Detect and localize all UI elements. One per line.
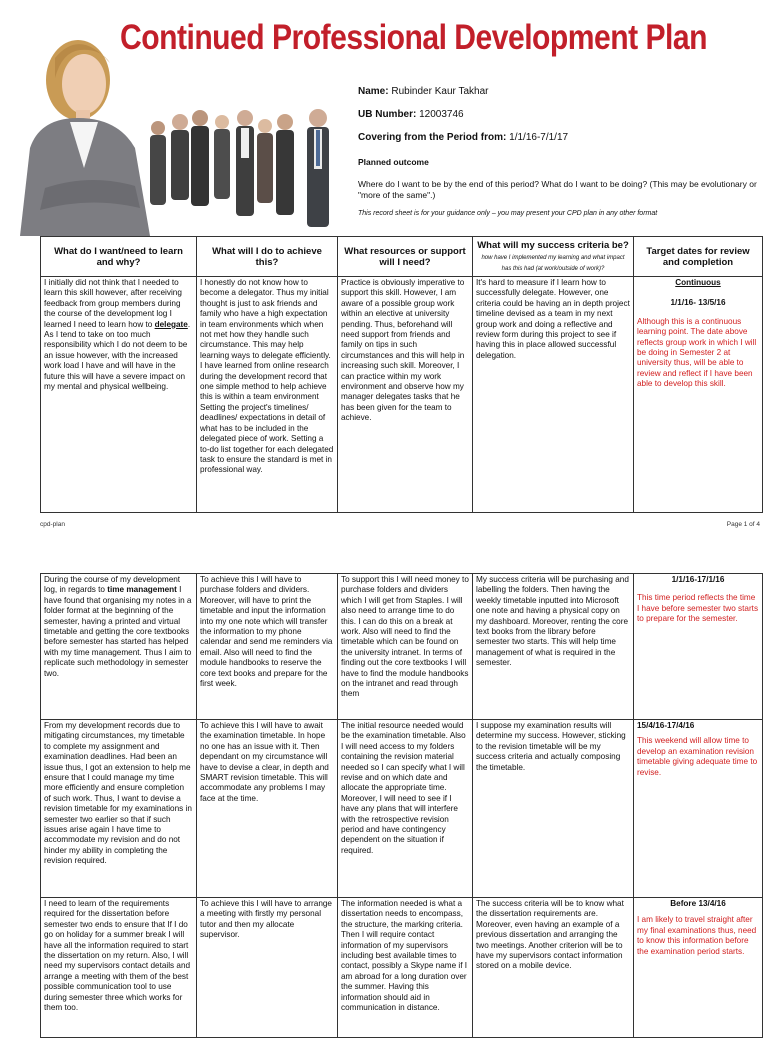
table-row (41, 574, 763, 720)
row2-success: My success criteria will be purchasing and labelling the folders. Then having the weekly timetable inputted into Microsoft one note and having a physical copy on my dashboard. Moreover, renting the core text books from the library before semester two starts. This will help time management of what is required in the semester. (473, 574, 634, 720)
row2-learn: During the course of my development log, in regards to time management I have found that organising my notes in a folder format at the beginning of the semester, having a printed and virtual timetable and getting the core textbooks before semester has started has helped with my time management. Thus I aim to replicate such methodology in semester two. (41, 574, 197, 720)
row3-target (634, 720, 763, 898)
period-value: 1/1/16-7/1/17 (509, 132, 569, 143)
row2-date: 1/1/16-17/1/16 (671, 575, 725, 584)
cpd-table-page-2 (40, 573, 763, 1038)
cpd-table-page-1 (40, 236, 763, 513)
header-target-dates: Target dates for review and completion (634, 237, 763, 277)
planned-outcome-description: Where do I want to be by the end of this period? What do I want to be doing? (This may be evolutionary or "more of the same".) (358, 179, 757, 200)
table-row (41, 898, 763, 1038)
row1-continuous: Continuous (675, 278, 721, 287)
header-success (473, 237, 634, 277)
name-line (358, 86, 488, 97)
table-row (41, 720, 763, 898)
period-line (358, 132, 568, 143)
period-label: Covering from the Period from: (358, 132, 507, 143)
row2-target-note: This time period reflects the time I have before semester two starts to prepare for the semester. (637, 593, 759, 624)
row3-achieve: To achieve this I will have to await the examination timetable. In hope no one has an issue with it. Then dependant on my circumstance will have to devise a clear, in depth and SMART revision timetable. This will accommodate any problems I may face at the time. (197, 720, 338, 898)
row4-resources: The information needed is what a dissertation needs to encompass, the structure, the marking criteria. Then I will require contact information of my supervisors including best available times to contact, possibly a Skype name if I am abroad for a long duration over the summer. Having this information should aid in communication in distance. (338, 898, 473, 1038)
footer-left: cpd-plan (40, 521, 65, 528)
row4-success: The success criteria will be to know what the dissertation requirements are. Moreover, even having an example of a previous dissertation and arranging the two meetings. Another criterion will be to have my supervisors contact information stored on a mobile device. (473, 898, 634, 1038)
table-header-row (41, 237, 763, 277)
planned-outcome-heading: Planned outcome (358, 157, 429, 167)
table-row (41, 277, 763, 513)
row1-achieve: I honestly do not know how to become a delegator. Thus my initial thought is just to ask friends and family who have a high expectation in team environments which when not met how they handle such circumstance. This may help learning ways to delegate efficiently. I have learned from online research during the development record that one simple method to help achieve this is within a team environment Setting the project's timelines/ deadlines/ expectations in detail of what has to be included in the delegated piece of work. Setting a to-do list together for each delegated task to ensure the standard is met in professional way. (197, 277, 338, 513)
ub-number-line (358, 109, 464, 120)
ub-number-label: UB Number: (358, 109, 417, 120)
header-success-sub: how have I implemented my learning and what impact has this had (at work/outside of work)? (481, 255, 625, 272)
delegate-keyword: delegate (154, 319, 188, 329)
row2-achieve: To achieve this I will have to purchase folders and dividers. Moreover, will have to print the timetable and input the information into my one note which will transfer the information to my phone calendar and send me reminders via email. Also will need to find the module handbooks to reserve the core text books and prepare for the first week. (197, 574, 338, 720)
ub-number-value: 12003746 (419, 109, 464, 120)
row1-success: It's hard to measure if I learn how to successfully delegate. However, one criteria could be having an in depth project timeline devised as a team in my next group work and doing a reflective and review form during this project to see if having this in place allowed successful delegation. (473, 277, 634, 513)
name-value: Rubinder Kaur Takhar (391, 86, 489, 97)
row2-resources: To support this I will need money to purchase folders and dividers which I will get from Staples. I will also need to arrange time to do this. I can do this on a break at work. Also will need to find the timetable which can be found on the university intranet. In terms of finding out the core textbooks I will have to find the module handbooks on the intranet and read through them (338, 574, 473, 720)
row3-learn: From my development records due to mitigating circumstances, my timetable to complete my assignment and examination deadlines. Had been an issue thus, I got an extension to help me ensure that I could manage my time more efficiently and ensure completion of such work. Thus, I want to devise a revision timetable for my examinations in semester two earlier so that if such issues arise again I have time to accommodate my revision and do not hinder my ability in completing the revision required. (41, 720, 197, 898)
header-learn: What do I want/need to learn and why? (41, 237, 197, 277)
row1-target (634, 277, 763, 513)
header-resources: What resources or support will I need? (338, 237, 473, 277)
header-achieve: What will I do to achieve this? (197, 237, 338, 277)
row4-target-note: I am likely to travel straight after my final examinations thus, need to know this information before the examination period starts. (637, 915, 757, 956)
header-success-main: What will my success criteria be? (477, 240, 629, 251)
row4-target (634, 898, 763, 1038)
row3-target-note: This weekend will allow time to develop an examination revision timetable giving adequate time to revise. (637, 736, 758, 777)
row2-target (634, 574, 763, 720)
row4-achieve: To achieve this I will have to arrange a meeting with firstly my personal tutor and then my allocate supervisor. (197, 898, 338, 1038)
row3-resources: The initial resource needed would be the examination timetable. Also I will need access to my folders containing the revision material needed so I can specify what I will revise and on which date and allocate the appropriate time. Moreover, I will need to see if I have any plans that will interfere with the retrospective revision period and have contingency dependent on the situation if required. (338, 720, 473, 898)
row1-learn: I initially did not think that I needed to learn this skill however, after receiving feedback from group members during the course of the development log I learned I need to learn how to delegate. As I tend to take on too much responsibility which I do not deem to be an issue however, with the increased work load I have and will have in the future this will have a severe impact on my mental and physical wellbeing. (41, 277, 197, 513)
row4-date: Before 13/4/16 (670, 899, 726, 908)
row1-target-note: Although this is a continuous learning point. The date above reflects group work in which I will be doing in Semester 2 at university thus, will be able to review and reflect if I have been able to develop this skill. (637, 316, 757, 389)
row1-date: 1/1/16- 13/5/16 (670, 298, 726, 308)
page-title: Continued Professional Development Plan (120, 18, 708, 57)
guidance-note: This record sheet is for your guidance only – you may present your CPD plan in any other format (358, 210, 658, 217)
row4-learn: I need to learn of the requirements required for the dissertation before semester two ends to ensure that If I do go on holiday for a summer break I will have all the information required to start the dissertation on my return. Also, I will need my supervisors contact details and arrange a meeting with them of the best possible communication tool to use during semester three which works for them too. (41, 898, 197, 1038)
row1-resources: Practice is obviously imperative to support this skill. However, I am aware of a possible group work within an elective at university pending. Thus, beforehand will need support from friends and family on tips in such circumstances and this will help in increasing such skill. Moreover, I can practice within my work environment and observe how my manager delegates tasks that he has been given for the team to achieve. (338, 277, 473, 513)
row3-date: 15/4/16-17/4/16 (637, 721, 695, 730)
time-management-keyword: time management (107, 585, 177, 595)
footer-page-number: Page 1 of 4 (726, 521, 760, 528)
name-label: Name: (358, 86, 389, 97)
row3-success: I suppose my examination results will determine my success. However, sticking to the revision timetable will be my success criteria and actually composing the timetable. (473, 720, 634, 898)
